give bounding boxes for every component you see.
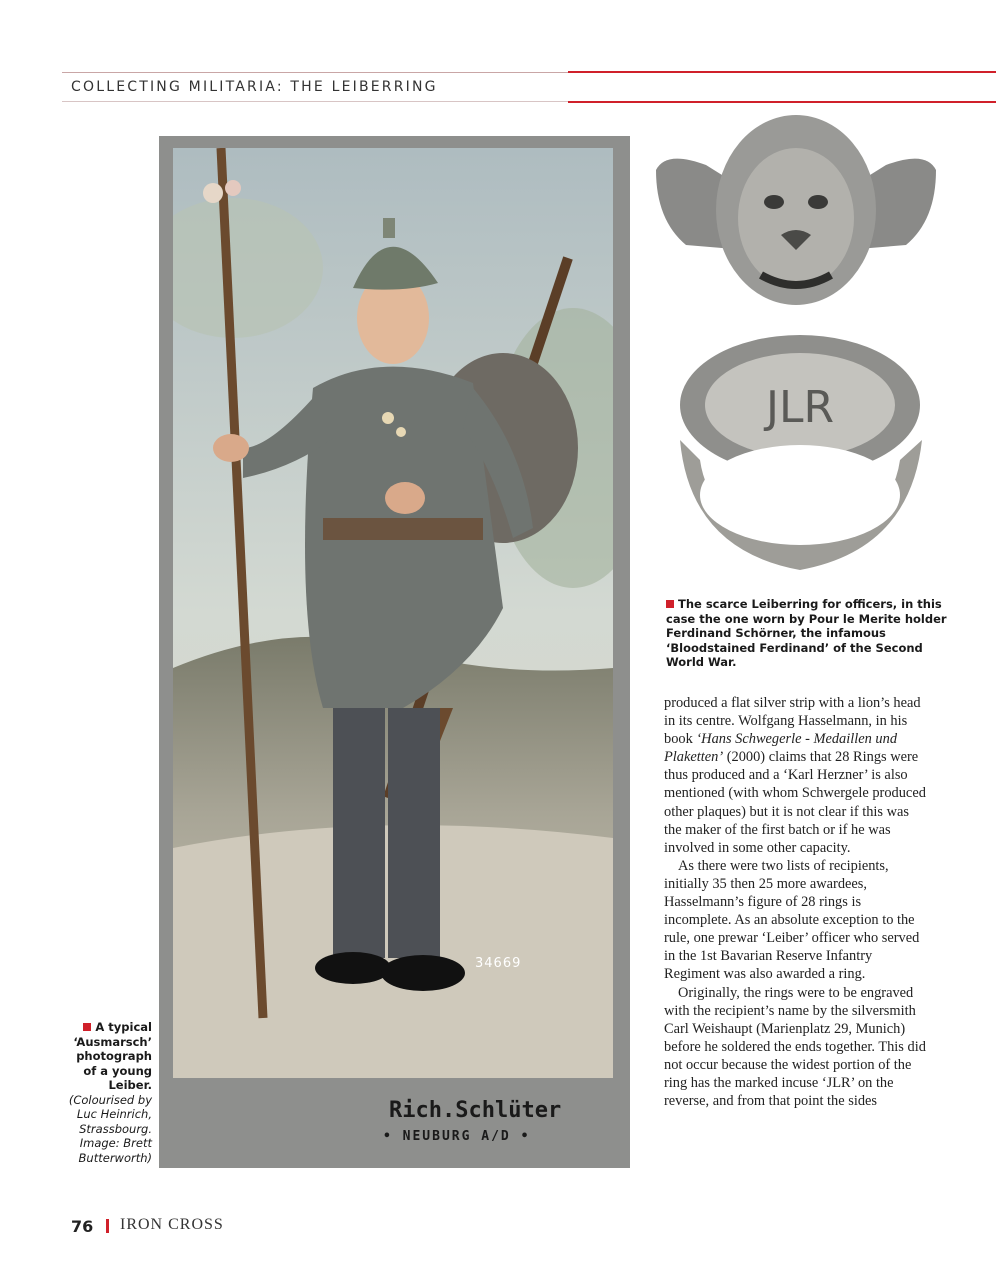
header-rule [62,72,568,73]
section-title: COLLECTING MILITARIA: THE LEIBERRING [71,79,438,95]
ring-engraving: JLR [765,382,835,433]
photo-caption-text: A typical ‘Ausmarsch’ photograph of a young Leiber. [73,1020,152,1092]
ring-reverse-image [660,330,940,585]
paragraph: As there were two lists of recipients, initially 35 then 25 more awardees, Hasselmann’s figure of 28 rings is incomplete. As an absolute exception to the rule, one prewar ‘Leiber’ officer who served in the 1st Bavarian Reserve Infantry Regiment was also awarded a ring. [664,857,920,983]
ring-caption [666,597,956,670]
paragraph: Originally, the rings were to be engraved with the recipient’s name by the silversmith Carl Weishaupt (Marienplatz 29, Munich) before he soldered the ends together. This did not occur because the widest portion of the ring has the marked incuse ‘JLR’ on the reverse, and from that point the sides [664,984,926,1110]
magazine-name: IRON CROSS [120,1216,224,1233]
ring-caption-text: The scarce Leiberring for officers, in this case the one worn by Pour le Merite holder Ferdinand Schörner, the infamous ‘Bloodstained Ferdinand’ of the Second World War. [666,597,947,669]
header-accent-rule-bottom [568,101,996,103]
ring-front-image [646,110,946,335]
paragraph [664,694,926,857]
photo-image [173,148,613,1078]
caption-bullet-icon [666,600,674,608]
photo-credit: (Colourised by Luc Heinrich, Strassbourg. Image: Brett Butterworth) [68,1092,152,1165]
header-accent-rule [568,71,996,73]
article-body [664,694,926,1110]
paragraph-text: produced a flat silver strip with a lion’s head in its centre. Wolfgang Hasselmann, in his book [664,695,921,748]
book-title: ‘Hans Schwegerle - Medaillen und Plaketten’ [664,731,898,766]
soldier-photograph [159,136,630,1168]
photo-caption [66,1020,152,1165]
caption-bullet-icon [83,1023,91,1031]
footer-separator [106,1219,109,1233]
studio-city: • NEUBURG A/D • [383,1129,531,1144]
page-number: 76 [71,1217,94,1236]
plate-number: 34669 [475,956,522,971]
header-rule-bottom [62,101,568,102]
studio-name: Rich.Schlüter [389,1098,562,1123]
paragraph-text: (2000) claims that 28 Rings were thus produced and a ‘Karl Herzner’ is also mentioned (with whom Schwergele produced other plaques) but it is not clear if this was the maker of the first batch or if he was involved in some other capacity. [664,749,926,856]
